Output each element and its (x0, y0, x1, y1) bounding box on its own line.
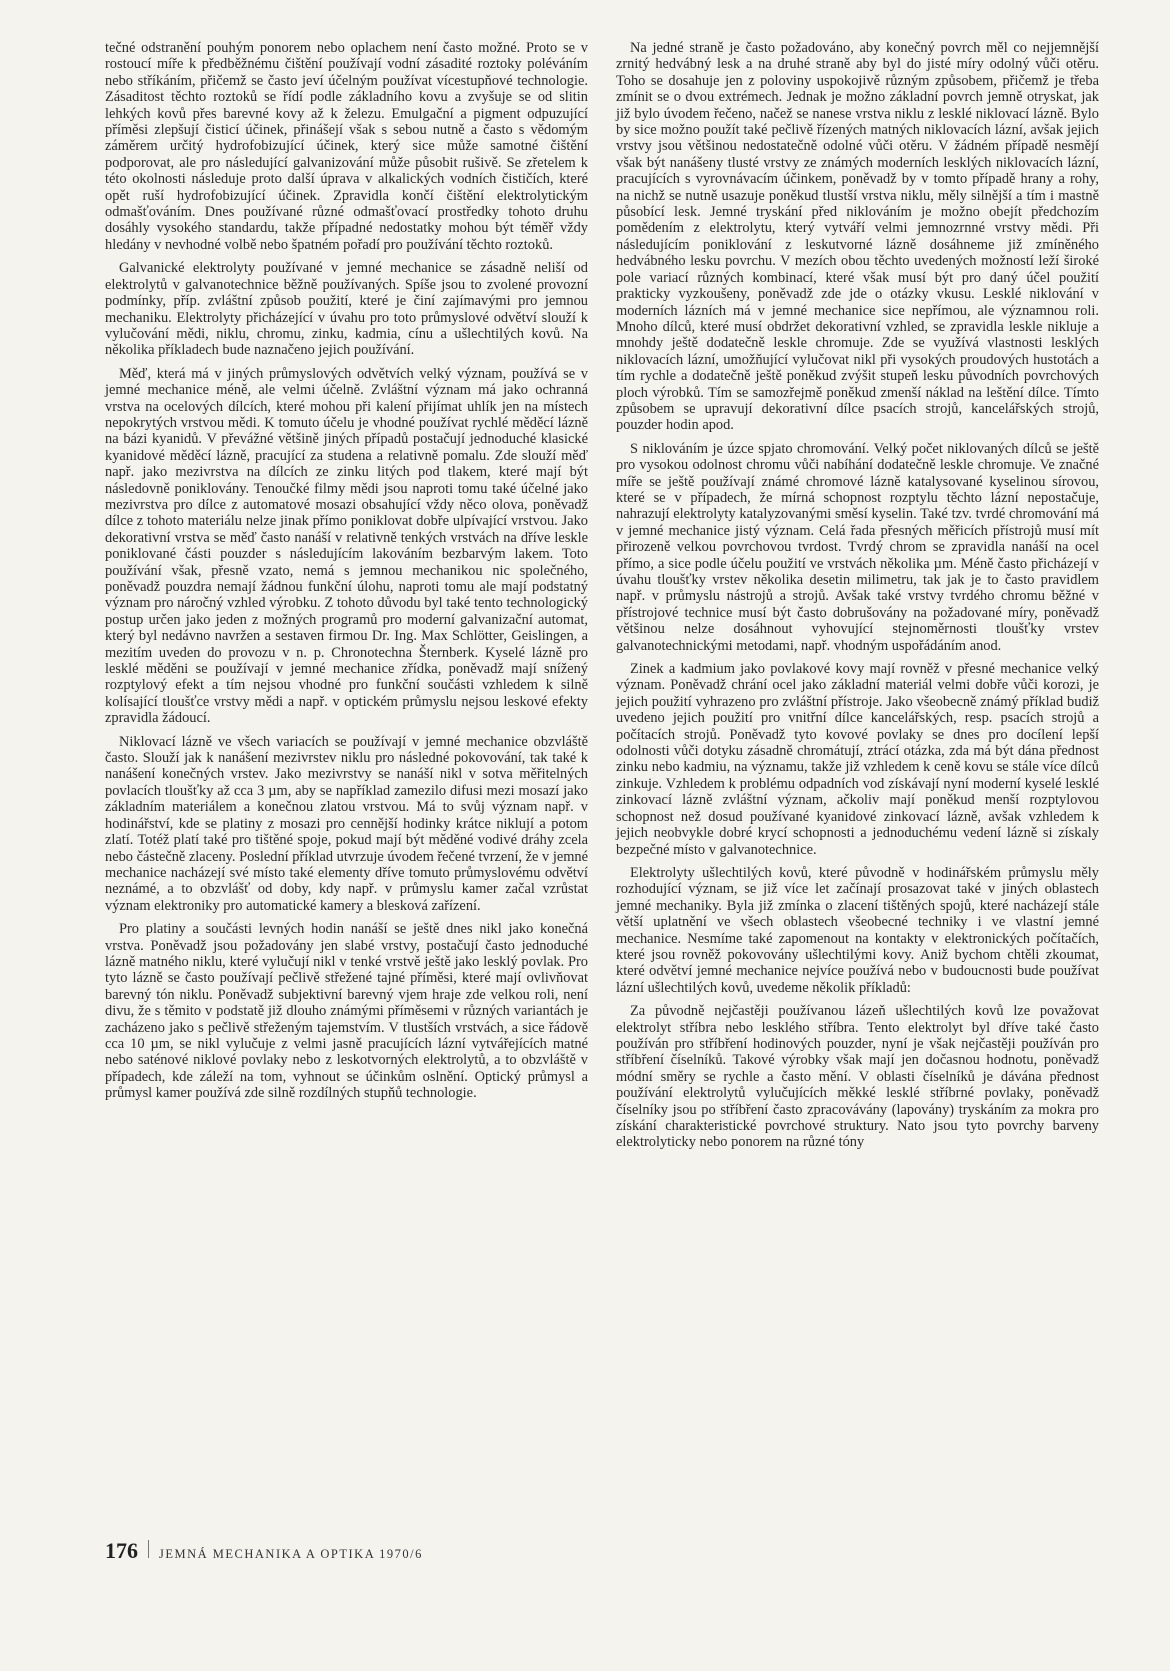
paragraph: tečné odstranění pouhým ponorem nebo oplachem není často možné. Proto se v rostoucí míře k předběžnému čištění používají vodní zásadité roztoky poléváním nebo stříkáním, přičemž se často jeví účelným používat vícestupňové technologie. Zásaditost těchto roztoků se řídí podle základního kovu a zvyšuje se od slitin lehkých kovů přes barevné kovy až k železu. Emulgační a pigment odpuzující příměsi zlepšují čisticí účinek, přinášejí však s sebou nutně a často s vědomým záměrem určitý hydrofobizující účinek, který sice může samotné čištění podporovat, ale pro následující galvanizování může působit rušivě. Se zřetelem k této okolnosti následuje proto další úprava v alkalických vodních čističích, které opět ruší hydrofobizující účinek. Zpravidla končí čištění elektrolytickým odmašťováním. Dnes používané různé odmašťovací prostředky tohoto druhu dosáhly vysokého standardu, takže případné nedostatky mohou být téměř vždy hledány v nevhodné volbě nebo špatném pořadí pro používání těchto roztoků. (105, 40, 588, 253)
paragraph: Elektrolyty ušlechtilých kovů, které původně v hodinářském průmyslu měly rozhodující význam, se již více let začínají prosazovat také v jiných oblastech jemné mechaniky. Byla již zmínka o zlacení tištěných spojů, které nacházejí stále větší uplatnění ve všech oblastech všeobecné techniky i ve vlastní jemné mechanice. Nesmíme také zapomenout na kontakty v elektronických počítačích, které jsou rovněž pokovovány ušlechtilými kovy. Aniž bychom chtěli zkoumat, které odvětví jemné mechanice nejvíce používá nebo v budoucnosti bude používat lázní ušlechtilých kovů, uvedeme několik příkladů: (616, 864, 1099, 996)
paragraph: Zinek a kadmium jako povlakové kovy mají rovněž v přesné mechanice velký význam. Poněvadž chrání ocel jako základní materiál velmi dobře vůči korozi, je jejich použití vyhrazeno pro zvláštní přístroje. Jako všeobecně známý příklad budiž uvedeno jejich použití pro vnitřní dílce kancelářských, resp. psacích strojů a počítacích strojů. Poněvadž tyto kovové povlaky se dnes pro docílení lepší odolnosti vůči dotyku zásadně chromátují, ztrácí otázka, zda má být dána přednost zinku nebo kadmiu, na významu, takže již vzhledem k ceně kovu se stále více dílců zinkuje. Vzhledem k problému odpadních vod získávají nyní moderní kyselé lesklé zinkovací lázně zvláštní význam, ačkoliv mají poněkud menší rozptylovou schopnost než dosud používané kyanidové zinkovací lázně, avšak vzhledem k jejich neobvykle dobré krycí schopnosti a jednoduchému vedení lázně si získaly bezpečné místo v galvanotechnice. (616, 661, 1099, 858)
paragraph: Měď, která má v jiných průmyslových odvětvích velký význam, používá se v jemné mechanice méně, ale velmi účelně. Zvláštní význam má jako ochranná vrstva na ocelových dílcích, které mohou při kalení přijímat uhlík jen na místech nepokrytých vrstvou mědi. K tomuto účelu je vhodné používat rychlé měděcí lázně na bázi kyanidů. V převážné většině jiných případů postačují jednoduché klasické kyanidové měděcí lázně, pracující za studena a relativně pomalu. Zde slouží měď např. jako mezivrstva na dílcích ze zinku litých pod tlakem, které mají být následovně poniklovány. Tenoučké filmy mědi jsou naproti tomu také účelné jako mezivrstva pro dílce z automatové mosazi obsahující vždy něco olova, poněvadž dílce z tohoto materiálu nelze jinak přímo poniklovat dobře ulpívající vrstvou. Jako dekorativní vrstva se měď často nanáší v relativně tenkých vrstvách na dříve leskle poniklované části pouzder s následujícím lakováním bezbarvým lakem. Toto používání však, přesně vzato, nemá s jemnou mechanikou nic společného, poněvadž pouzdra nemají žádnou funkční úlohu, naproti tomu ale mají podstatný význam pro náročný vzhled výrobku. Z tohoto důvodu byl také tento technologický postup určen jako jeden z možných programů pro moderní galvanizační automat, který byl nedávno navržen a sestaven firmou Dr. Ing. Max Schlötter, Geislingen, a mezitím uveden do provozu v n. p. Chronotechna Šternberk. Kyselé lázně pro lesklé měděni se používají v jemné mechanice zřídka, poněvadž mají snížený rozptylový efekt a tím nejsou vhodné pro funkční součásti vzhledem k silně kolísající tloušťce vrstvy mědi a např. v optickém průmyslu nejsou leskové efekty zpravidla žádoucí. (105, 365, 588, 727)
paragraph: S niklováním je úzce spjato chromování. Velký počet niklovaných dílců se ještě pro vysokou odolnost chromu vůči nabíhání dodatečně leskle chromuje. Ve značné míře se ještě používají známé chromové lázně katalysované kyselinou sírovou, které se v případech, že mírná schopnost rozptylu těchto lázní nepostačuje, nahrazují elektrolyty katalyzovanými směsí kyselin. Také tzv. tvrdé chromování má v jemné mechanice jistý význam. Celá řada přesných měřicích přístrojů musí mít přirozeně velkou povrchovou tvrdost. Tvrdý chrom se zpravidla nanáší na ocel přímo, a sice podle účelu použití ve vrstvách několika µm. Méně často přicházejí v úvahu tloušťky vrstev několika desetin milimetru, tak jak je to často pravidlem např. v průmyslu nástrojů a strojů. Avšak také vrstvy tvrdého chromu běžné v přístrojové technice musí být často dobrušovány na požadované míry, poněvadž většinou nelze dosáhnout vyhovující stejnoměrnosti tloušťky vrstev galvanotechnickými metodami, např. vhodným uspořádáním anod. (616, 440, 1099, 654)
paragraph: Na jedné straně je často požadováno, aby konečný povrch měl co nejjemnější zrnitý hedvábný lesk a na druhé straně aby byl do jisté míry odolný vůči otěru. Toho se dosahuje jen z poloviny uspokojivě různým způsobem, přičemž je třeba zmínit se o dvou extrémech. Jednak je možno základní povrch jemně otryskat, jak již bylo úvodem řečeno, načež se nanese vrstva niklu z lesklé niklovací lázně. Bylo by sice možno použít také pečlivě řízených matných niklovacích lázní, avšak jejich vrstvy jsou většinou nedostatečně odolné vůči otěru. V žádném případě nesmějí však být nanášeny tlusté vrstvy ze známých moderních lesklých niklovacích lázní, pracujících s vyrovnávacím účinkem, poněvadž by v tomto případě hrany a rohy, na nichž se nutně usazuje poněkud tlustší vrstva niklu, měly silnější a tím i mastně působící lesk. Jemné tryskání před niklováním je možno obejít předchozím pomědením z elektrolytu, který vytváří velmi jemnozrnné vrstvy mědi. Při následujícím poniklování z leskutvorné lázně dosáhneme již zmíněného hedvábného lesku povrchu. V mezích obou těchto uvedených možností leží široké pole variací různých kombinací, které však musí být pro daný účel použití prakticky vyzkoušeny, poněvadž zde jde o otázky vkusu. Lesklé niklování v moderních lázních má v jemné mechanice sice nepřímou, ale významnou roli. Mnoho dílců, které musí obdržet dekorativní vzhled, se zpravidla leskle nikluje a mnohdy ještě dodatečně leskle chromuje. Zde se využívá vlastnosti lesklých niklovacích lázní, umožňující vylučovat nikl při vysokých proudových hustotách a tím rychle a dodatečně ještě poněkud zvýšit stupeň lesku původních povrchových ploch výrobků. Tím se samozřejmě poněkud zmenší náklad na leštění dílce. Tímto způsobem se upravují dekorativní dílce psacích strojů, kancelářských strojů, pouzder hodin apod. (616, 40, 1099, 434)
footer-divider (148, 1540, 149, 1558)
left-column (105, 40, 588, 1109)
journal-title: JEMNÁ MECHANIKA A OPTIKA 1970/6 (159, 1547, 423, 1561)
paragraph: Pro platiny a součásti levných hodin nanáší se ještě dnes nikl jako konečná vrstva. Poněvadž jsou požadovány jen slabé vrstvy, postačují často jednoduché lázně matného niklu, které vylučují nikl v tenké vrstvě ještě jako lesklý povlak. Pro tyto lázně se často používají pečlivě střežené tajné příměsi, které mají ovlivňovat barevný tón niklu. Poněvadž subjektivní barevný vjem hraje zde velkou roli, není divu, že s těmito v podstatě již dlouho známými příměsemi v různých variantách je zacházeno jako s pečlivě střeženým tajemstvím. V tlustších vrstvách, a sice řádově cca 10 µm, se nikl vylučuje z velmi jasně pracujících lázní vytvářejících matné nebo saténové niklové povlaky nebo z leskotvorných elektrolytů, a to obzvláště v případech, kde záleží na tom, vyhnout se účinkům oslnění. Optický průmysl a průmysl kamer používá zde silně rozdílných stupňů technologie. (105, 921, 588, 1102)
right-column (616, 40, 1099, 1158)
page-number: 176 (105, 1538, 138, 1563)
paragraph: Niklovací lázně ve všech variacích se používají v jemné mechanice obzvláště často. Slouží jak k nanášení mezivrstev niklu pro následné pokovování, tak také k nanášení konečných vrstev. Jako mezivrstvy se nanáší nikl v sotva měřitelných povlacích tloušťky až cca 3 µm, aby se například zamezilo difusi mezi mosazí jako základním materiálem a konečnou zlatou vrstvou. Má to svůj význam např. v hodinářství, kde se platiny z mosazi pro cennější hodinky krátce niklují a potom zlatí. Totéž platí také pro tištěné spoje, pokud mají být měděné vodivé dráhy zcela nebo částečně zlaceny. Poslední příklad utvrzuje úvodem řečené tvrzení, že v jemné mechanice nacházejí své místo také elementy dříve tomuto průmyslovému odvětví neznámé, a to obzvlášť od doby, kdy např. v průmyslu kamer začal vzrůstat význam elektroniky pro automatické kamery a blesková zařízení. (105, 733, 588, 914)
paragraph: Za původně nejčastěji používanou lázeň ušlechtilých kovů lze považovat elektrolyt stříbra nebo lesklého stříbra. Tento elektrolyt byl dříve také často používán pro stříbření hodinových pouzder, nyní je však nejčastěji používán pro stříbření číselníků. Takové výrobky však mají jen dočasnou hodnotu, poněvadž módní směry se rychle a často mění. V oblasti číselníků je dávána přednost používání elektrolytů vylučujících měkké lesklé stříbrné povlaky, poněvadž číselníky jsou po stříbření často zpracovávány (lapovány) tryskáním za mokra pro získání charakteristické povrchové struktury. Nato jsou tyto povrchy barveny elektrolyticky nebo ponorem na různé tóny (616, 1003, 1099, 1151)
page-footer (105, 1538, 423, 1564)
paragraph: Galvanické elektrolyty používané v jemné mechanice se zásadně neliší od elektrolytů v galvanotechnice běžně používaných. Spíše jsou to zvolené provozní podmínky, příp. zvláštní způsob použití, které je činí zajímavými pro jemnou mechaniku. Elektrolyty přicházející v úvahu pro toto průmyslové odvětví slouží k vylučování mědi, niklu, chromu, zinku, kadmia, cínu a ušlechtilých kovů. Na několika příkladech bude naznačeno jejich používání. (105, 260, 588, 359)
